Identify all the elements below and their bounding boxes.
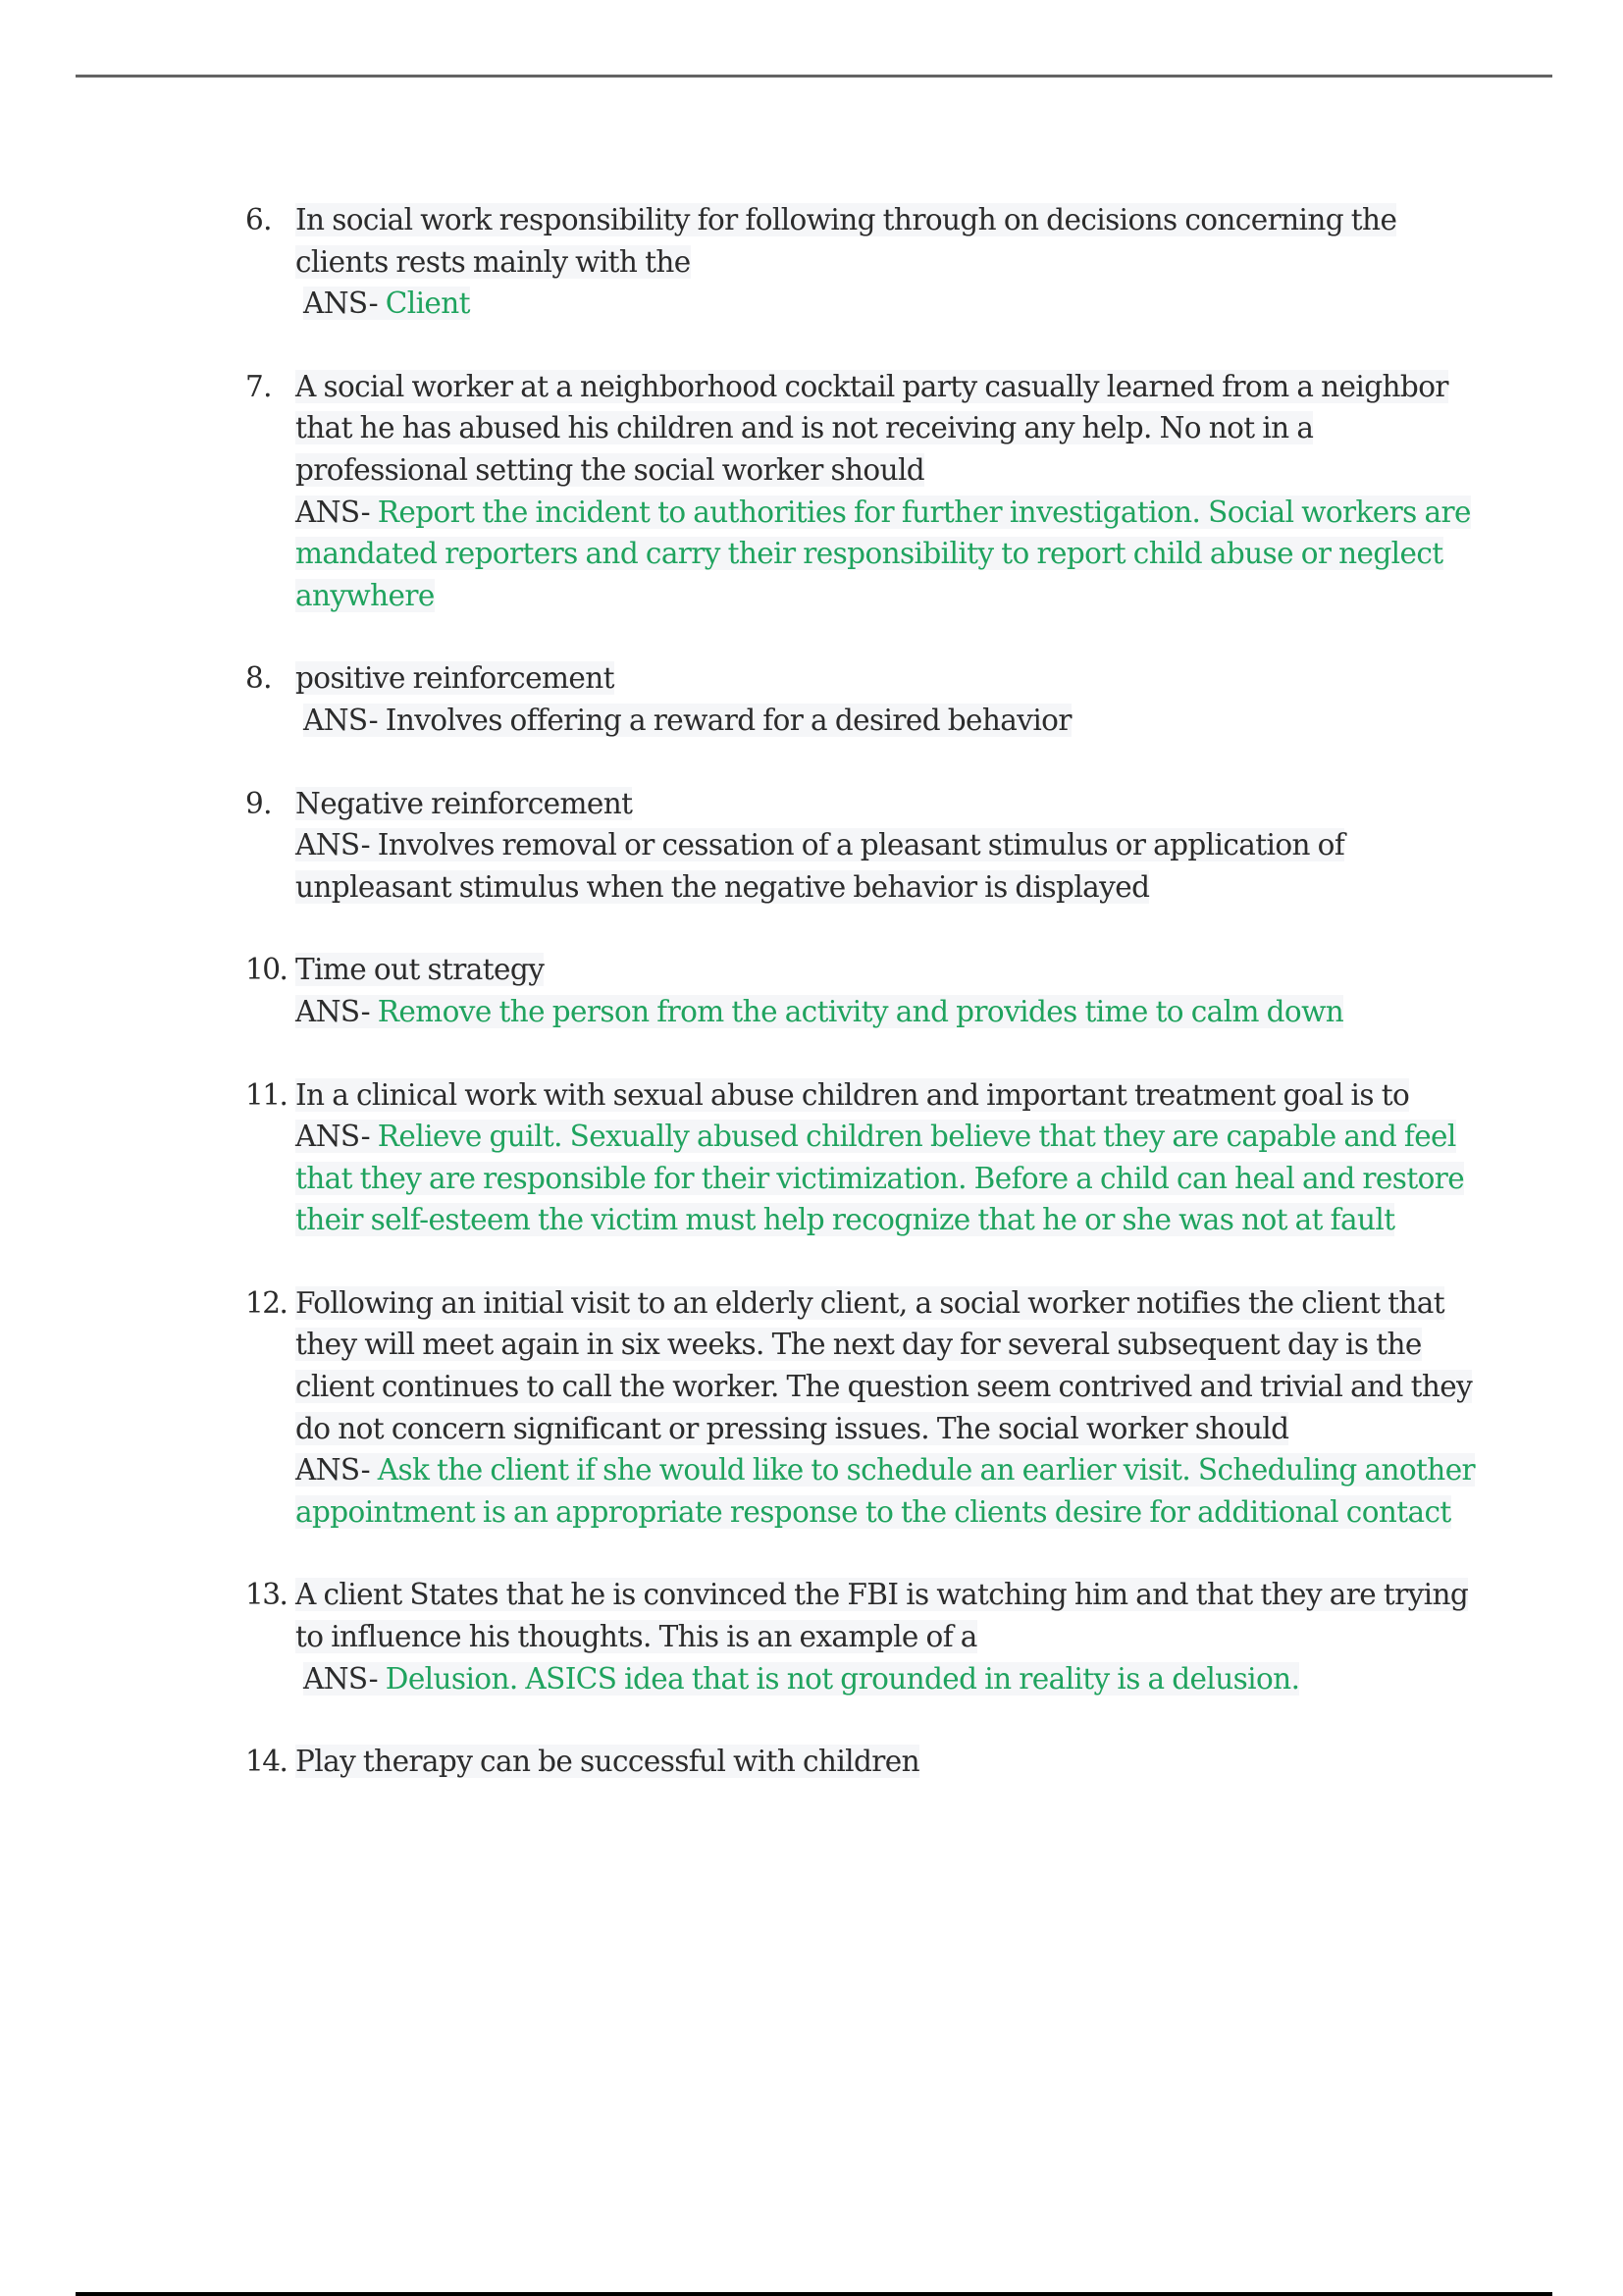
answer-prefix: ANS- bbox=[303, 1661, 386, 1696]
question-text: A social worker at a neighborhood cocktail party casually learned from a neighbor that he has abused his children and is not receiving any help. No not in a professional setting the social worker should bbox=[295, 369, 1448, 487]
question-number: 14. bbox=[245, 1745, 288, 1779]
question-text: Time out strategy bbox=[295, 953, 545, 987]
question-number: 9. bbox=[245, 786, 272, 820]
question-number: 7. bbox=[245, 369, 272, 403]
header-rule bbox=[76, 75, 1552, 78]
footer-rule bbox=[76, 2292, 1552, 2296]
question-item-14 bbox=[245, 1741, 1482, 1783]
question-number: 8. bbox=[245, 661, 272, 696]
answer bbox=[295, 1449, 1482, 1533]
question-list bbox=[245, 199, 1482, 1783]
answer-prefix: ANS- bbox=[295, 994, 378, 1028]
question-item-10 bbox=[245, 949, 1482, 1032]
answer-prefix: ANS- bbox=[295, 828, 378, 862]
answer bbox=[295, 700, 1482, 742]
answer-text: Involves offering a reward for a desired behavior bbox=[385, 703, 1072, 737]
answer-text: Involves removal or cessation of a pleasant stimulus or application of unpleasant stimulus when the negative behavior is displayed bbox=[295, 828, 1345, 904]
answer bbox=[295, 824, 1482, 908]
answer-text: Client bbox=[385, 287, 470, 321]
question-item-11 bbox=[245, 1074, 1482, 1241]
answer bbox=[295, 991, 1482, 1033]
question-item-6 bbox=[245, 199, 1482, 325]
answer-text: Ask the client if she would like to schedule an earlier visit. Scheduling another appointment is an appropriate response to the clients desire for additional contact bbox=[295, 1453, 1476, 1529]
answer-prefix: ANS- bbox=[295, 495, 378, 529]
answer-text: Relieve guilt. Sexually abused children believe that they are capable and feel that they are responsible for their victimization. Before a child can heal and restore their self-esteem the victim must help recognize that he or she was not at fault bbox=[295, 1120, 1465, 1237]
answer-text: Delusion. ASICS idea that is not grounded in reality is a delusion. bbox=[385, 1661, 1300, 1696]
question-number: 13. bbox=[245, 1578, 288, 1612]
question-text: Play therapy can be successful with children bbox=[295, 1745, 920, 1779]
answer-prefix: ANS- bbox=[303, 703, 386, 737]
answer bbox=[295, 1658, 1482, 1700]
question-text: Following an initial visit to an elderly client, a social worker notifies the client that they will meet again in six weeks. The next day for several subsequent day is the client continues to call the worker. The question seem contrived and trivial and they do not concern significant or pressing issues. The social worker should bbox=[295, 1285, 1473, 1445]
question-text: A client States that he is convinced the FBI is watching him and that they are trying to influence his thoughts. This is an example of a bbox=[295, 1578, 1469, 1654]
answer bbox=[295, 1116, 1482, 1241]
question-text: In a clinical work with sexual abuse children and important treatment goal is to bbox=[295, 1077, 1410, 1112]
question-number: 10. bbox=[245, 953, 288, 987]
answer bbox=[295, 283, 1482, 325]
answer-prefix: ANS- bbox=[295, 1120, 378, 1154]
question-item-7 bbox=[245, 366, 1482, 617]
answer-text: Remove the person from the activity and provides time to calm down bbox=[377, 994, 1344, 1028]
question-number: 12. bbox=[245, 1285, 288, 1320]
answer-prefix: ANS- bbox=[295, 1453, 378, 1487]
question-text: Negative reinforcement bbox=[295, 786, 633, 820]
answer-text: Report the incident to authorities for further investigation. Social workers are mandated reporters and carry their responsibility to report child abuse or neglect anywhere bbox=[295, 495, 1471, 612]
question-text: positive reinforcement bbox=[295, 661, 614, 696]
answer bbox=[295, 492, 1482, 617]
question-text: In social work responsibility for following through on decisions concerning the clients rests mainly with the bbox=[295, 203, 1397, 279]
question-number: 11. bbox=[245, 1077, 288, 1112]
question-item-12 bbox=[245, 1282, 1482, 1534]
question-item-13 bbox=[245, 1574, 1482, 1699]
question-item-8 bbox=[245, 657, 1482, 741]
question-item-9 bbox=[245, 783, 1482, 909]
answer-prefix: ANS- bbox=[303, 287, 386, 321]
question-number: 6. bbox=[245, 203, 272, 236]
